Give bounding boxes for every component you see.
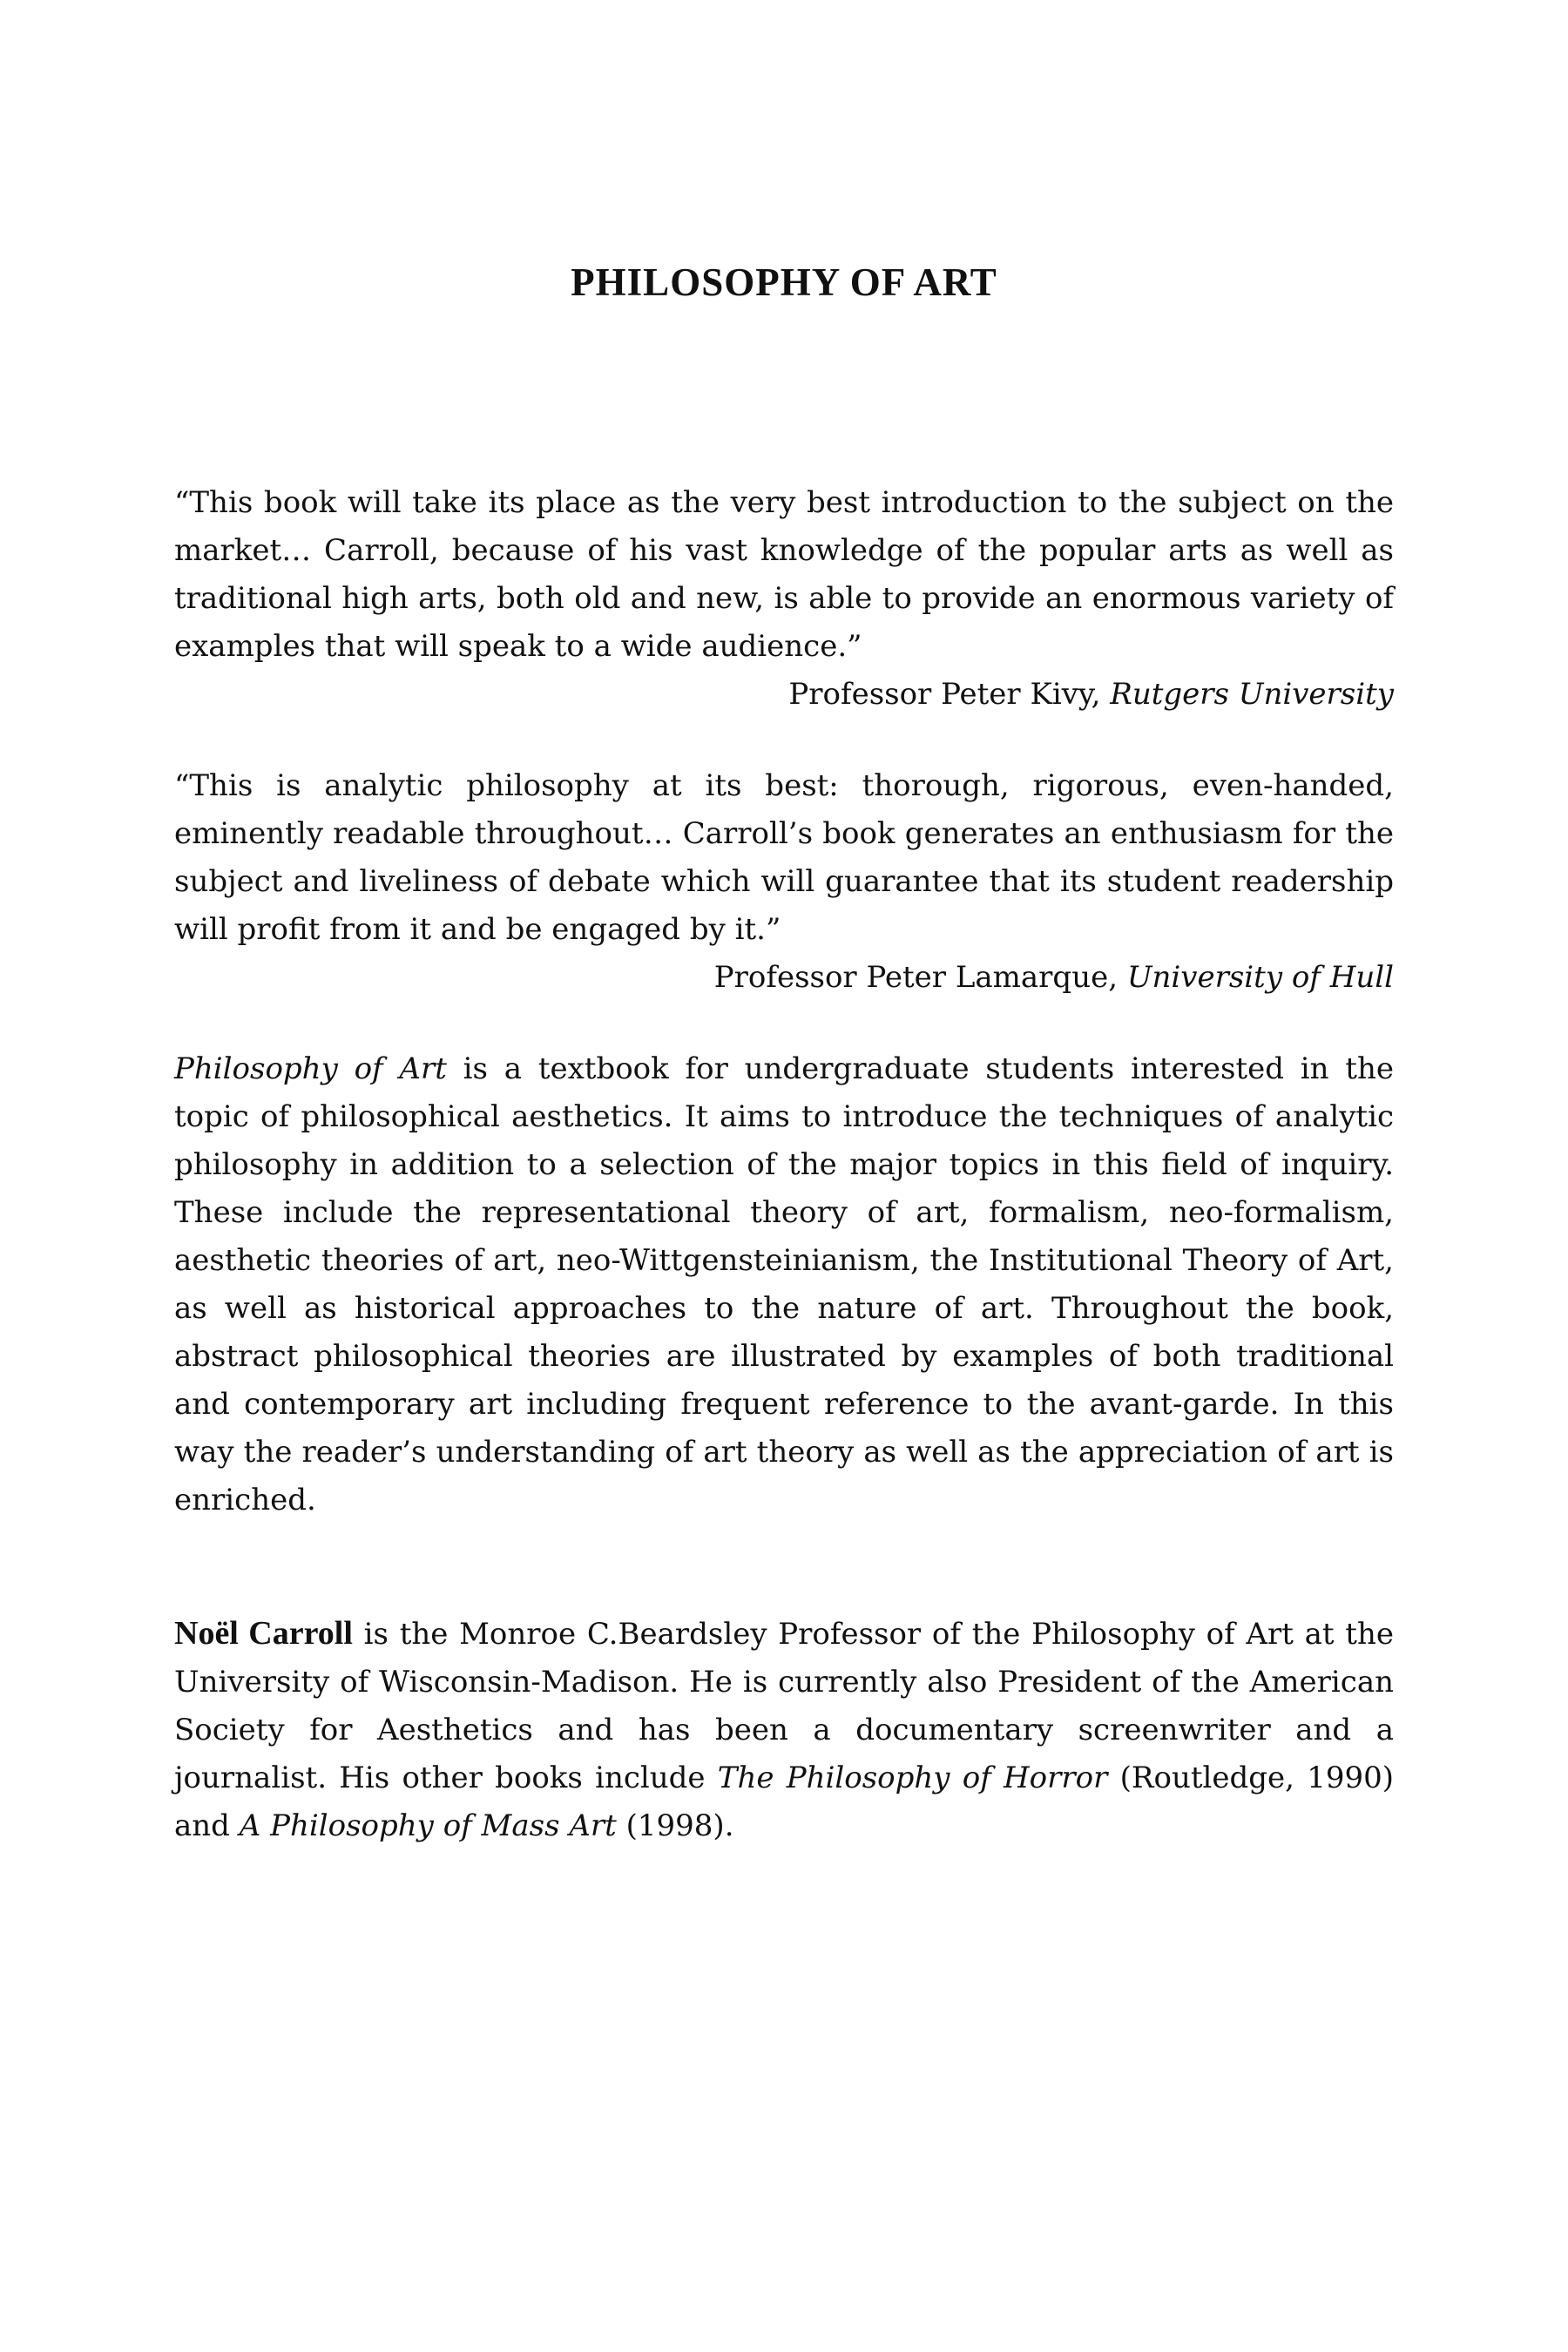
- quote-text: “This is analytic philosophy at its best: thorough, rigorous, even-handed, eminently readable throughout… Carroll’s book generates an enthusiasm for the subject and liveliness of debate which will guarantee that its student readership will profit from it and be engaged by it.”: [174, 768, 1394, 947]
- bio-text: (Routledge, 1990) and: [174, 1761, 1394, 1843]
- reviewer-affiliation: University of Hull: [1126, 960, 1394, 995]
- book-title-inline: Philosophy of Art: [174, 1051, 447, 1086]
- reviewer-name: Professor Peter Lamarque,: [713, 960, 1127, 995]
- review-quote-kivy: [174, 479, 1394, 719]
- book-description: [174, 1045, 1394, 1524]
- bio-text: (1998).: [616, 1808, 734, 1843]
- page-title: PHILOSOPHY OF ART: [571, 260, 997, 304]
- review-quote-lamarque: [174, 762, 1394, 1002]
- quote-text: “This book will take its place as the very best introduction to the subject on the market… Carroll, because of his vast knowledge of the popular arts as well as traditional high arts, both old and new, is able to provide an enormous variety of examples that will speak to a wide audience.”: [174, 485, 1394, 664]
- author-bio: [174, 1610, 1394, 1850]
- reviewer-name: Professor Peter Kivy,: [788, 677, 1111, 712]
- description-text: is a textbook for undergraduate students interested in the topic of philosophical aesthetics. It aims to introduce the techniques of analytic philosophy in addition to a selection of the major topics in this field of inquiry. These include the representational theory of art, formalism, neo-formalism, aesthetic theories of art, neo-Wittgensteinianism, the Institutional Theory of Art, as well as historical approaches to the nature of art. Throughout the book, abstract philosophical theories are illustrated by examples of both traditional and contemporary art including frequent reference to the avant-garde. In this way the reader’s understanding of art theory as well as the appreciation of art is enriched.: [174, 1051, 1394, 1517]
- reviewer-affiliation: Rutgers University: [1110, 677, 1394, 712]
- author-name: Noël Carroll: [174, 1615, 353, 1652]
- other-book-title: The Philosophy of Horror: [717, 1761, 1108, 1795]
- book-page: [174, 0, 1394, 2352]
- bio-text: is the Monroe C.Beardsley Professor of the Philosophy of Art at the University of Wisconsin-Madison. He is currently also President of the American Society for Aesthetics and has been a documentary screenwriter and a journalist. His other books include: [174, 1617, 1394, 1795]
- quote-attribution: [174, 954, 1394, 1002]
- other-book-title: A Philosophy of Mass Art: [239, 1808, 617, 1843]
- quote-attribution: [174, 671, 1394, 719]
